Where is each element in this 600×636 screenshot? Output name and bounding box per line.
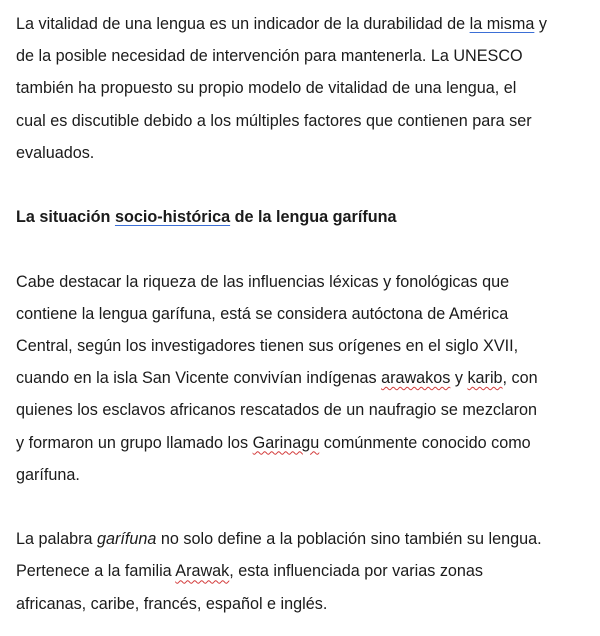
text-line [16, 8, 592, 40]
spelling-flag-garinagu[interactable]: Garinagu [252, 433, 320, 452]
section-heading [16, 201, 592, 233]
text-line: de la posible necesidad de intervención para mantenerla. La UNESCO [16, 47, 523, 66]
text-line: Central, según los investigadores tienen sus orígenes en el siglo XVII, [16, 337, 519, 355]
text-span: y [450, 369, 468, 388]
paragraph-vitalidad [16, 8, 592, 169]
text-line: garífuna. [16, 465, 80, 484]
grammar-flag-la-misma[interactable]: la misma [469, 15, 535, 33]
text-line [16, 555, 592, 587]
grammar-flag-socio-historica[interactable]: socio-histórica [114, 208, 231, 227]
spelling-flag-arawakos[interactable]: arawakos [381, 369, 451, 388]
text-line: contiene la lengua garífuna, está se considera autóctona de América [16, 304, 509, 323]
paragraph-gap [16, 169, 592, 201]
text-line [16, 362, 592, 394]
spelling-flag-arawak[interactable]: Arawak [175, 562, 230, 581]
text-span: La palabra [16, 530, 98, 549]
document-body [16, 8, 592, 620]
italic-term: garífuna [97, 530, 157, 549]
paragraph-palabra-garifuna [16, 523, 592, 620]
text-span: Pertenece a la familia [16, 562, 176, 581]
text-span: cuando en la isla San Vicente convivían indígenas [16, 369, 382, 388]
text-span: , esta influenciada por varias zonas [229, 562, 484, 581]
text-span: no solo define a la población sino también su lengua. [156, 530, 542, 549]
text-span: de la lengua garífuna [230, 208, 397, 227]
text-line [16, 427, 592, 459]
text-line: evaluados. [16, 143, 95, 162]
text-line [16, 523, 592, 555]
text-span: y formaron un grupo llamado los [16, 433, 253, 452]
text-span: La vitalidad de una lengua es un indicador de la durabilidad de [16, 15, 470, 33]
text-line: africanas, caribe, francés, español e inglés. [16, 594, 328, 613]
paragraph-influencias [16, 266, 592, 491]
text-line: también ha propuesto su propio modelo de vitalidad de una lengua, el [16, 79, 517, 98]
spelling-flag-karib[interactable]: karib [467, 369, 503, 388]
text-span: , con [502, 369, 538, 388]
text-line: cual es discutible debido a los múltiples factores que contienen para ser [16, 111, 532, 130]
paragraph-gap [16, 233, 592, 265]
text-span: La situación [16, 208, 115, 227]
paragraph-gap [16, 491, 592, 523]
text-span: y [534, 15, 547, 33]
text-line: Cabe destacar la riqueza de las influencias léxicas y fonológicas que [16, 272, 510, 291]
text-line: quienes los esclavos africanos rescatados de un naufragio se mezclaron [16, 401, 537, 420]
text-span: comúnmente conocido como [319, 433, 531, 452]
